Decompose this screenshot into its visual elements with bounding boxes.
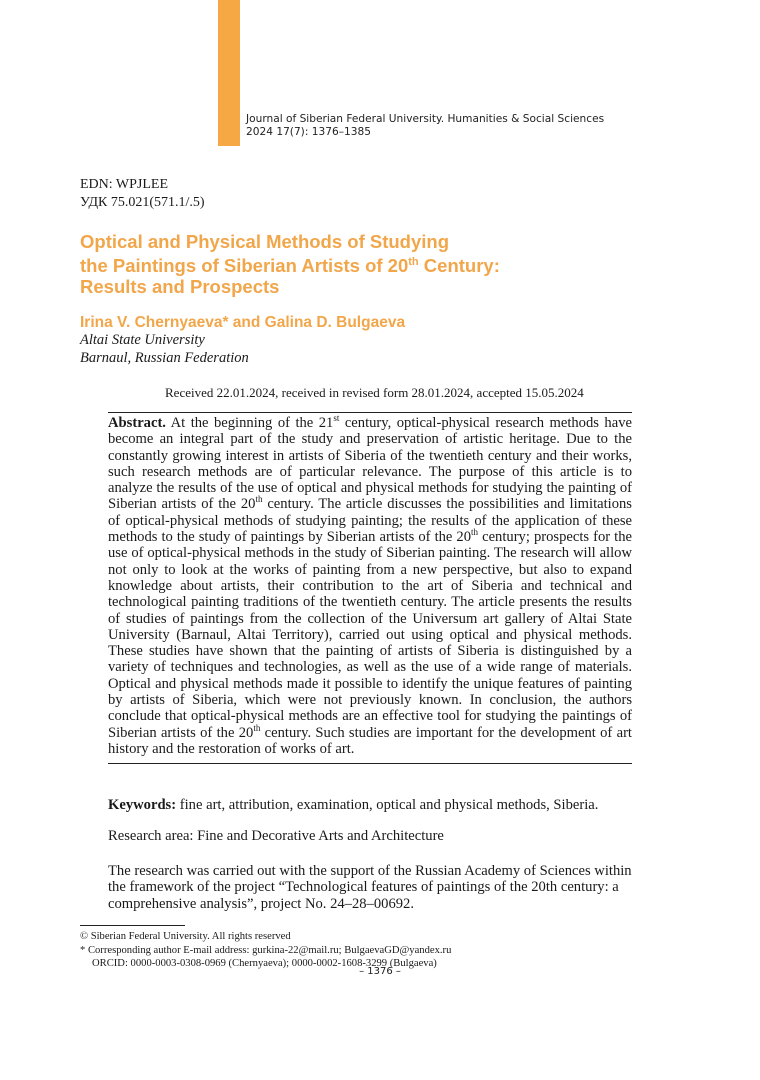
abstract-sup: th bbox=[471, 527, 479, 538]
city: Barnaul, Russian Federation bbox=[80, 350, 249, 366]
corresponding-author: * Corresponding author E-mail address: gurkina-22@mail.ru; BulgaevaGD@yandex.ru bbox=[80, 944, 452, 956]
abstract-sup: th bbox=[253, 722, 261, 733]
abstract-text: century. Such studies are important for the development of art history and the restoration of works of art. bbox=[108, 724, 632, 757]
title-text: Century: bbox=[418, 255, 500, 277]
journal-issue: 2024 17(7): 1376–1385 bbox=[246, 126, 371, 138]
page-number: – 1376 – bbox=[359, 966, 401, 977]
edn: EDN: WPJLEE bbox=[80, 177, 169, 192]
footnote-divider bbox=[80, 925, 185, 926]
research-area: Research area: Fine and Decorative Arts and Architecture bbox=[108, 828, 444, 844]
article-meta bbox=[80, 176, 205, 212]
keywords bbox=[108, 797, 632, 814]
orcid: ORCID: 0000-0003-0308-0969 (Chernyaeva); 0000-0002-1608-3299 (Bulgaeva) bbox=[92, 958, 437, 969]
abstract-text: century; prospects for the use of optical-physical methods in the study of Siberian painting. The research will allow not only to look at the works of painting from a new perspective, but also to expand knowledge about artists, their contribution to the art of Siberia and technical and technological painting traditions of the twentieth century. The article presents the results of studies of paintings from the collection of the Universum art gallery of Altai State University (Barnaul, Altai Territory), carried out using optical and physical methods. These studies have shown that the painting of artists of Siberia is distinguished by a variety of techniques and technologies, as well as the use of a wide range of materials. Optical and physical methods made it possible to identify the unique features of painting by artists of Siberia, which were not previously known. In conclusion, the authors conclude that optical-physical methods are an effective tool for studying the paintings of Siberian artists of the 20 bbox=[108, 529, 632, 741]
journal-name: Journal of Siberian Federal University. Humanities & Social Sciences bbox=[246, 113, 605, 125]
university: Altai State University bbox=[80, 332, 205, 348]
received-dates: Received 22.01.2024, received in revised form 28.01.2024, accepted 15.05.2024 bbox=[165, 385, 584, 400]
footnotes bbox=[80, 930, 451, 971]
keywords-label: Keywords: bbox=[108, 797, 177, 813]
title-sup: th bbox=[408, 256, 419, 268]
keywords-text: fine art, attribution, examination, optical and physical methods, Siberia. bbox=[176, 797, 599, 813]
udk: УДК 75.021(571.1/.5) bbox=[80, 195, 205, 210]
title-line: Optical and Physical Methods of Studying bbox=[80, 231, 450, 252]
abstract-text: century. The article discusses the possibilities and limitations of optical-physical methods of studying painting; the results of the application of these methods to the study of paintings by Siberian artists of the 20 bbox=[108, 496, 632, 546]
authors: Irina V. Chernyaeva* and Galina D. Bulgaeva bbox=[80, 314, 406, 331]
title-line: Results and Prospects bbox=[80, 276, 280, 298]
affiliation bbox=[80, 331, 249, 367]
abstract-text: At the beginning of the 21 bbox=[165, 415, 334, 431]
funding-note: The research was carried out with the support of the Russian Academy of Sciences within the framework of the project “Technological features of paintings of the 20th century: a comprehensive analysis”, project No. 24–28–00692. bbox=[108, 863, 632, 912]
abstract-text: century, optical-physical research methods have become an integral part of the study and preservation of artistic heritage. Due to the constantly growing interest in artists of Siberia of the twentieth century and their works, such research methods are of particular relevance. The purpose of this article is to analyze the results of the use of optical and physical methods for studying the painting of Siberian artists of the 20 bbox=[108, 415, 632, 513]
article-title bbox=[80, 231, 500, 297]
title-text: the Paintings of Siberian Artists of 20 bbox=[80, 255, 409, 277]
abstract-sup: th bbox=[255, 494, 263, 505]
abstract-label: Abstract. bbox=[108, 415, 166, 431]
abstract bbox=[108, 412, 632, 764]
journal-accent-bar bbox=[218, 0, 240, 146]
abstract-sup: st bbox=[333, 413, 340, 424]
copyright: © Siberian Federal University. All rights reserved bbox=[80, 931, 291, 942]
title-line bbox=[80, 252, 500, 276]
journal-header bbox=[246, 113, 604, 139]
